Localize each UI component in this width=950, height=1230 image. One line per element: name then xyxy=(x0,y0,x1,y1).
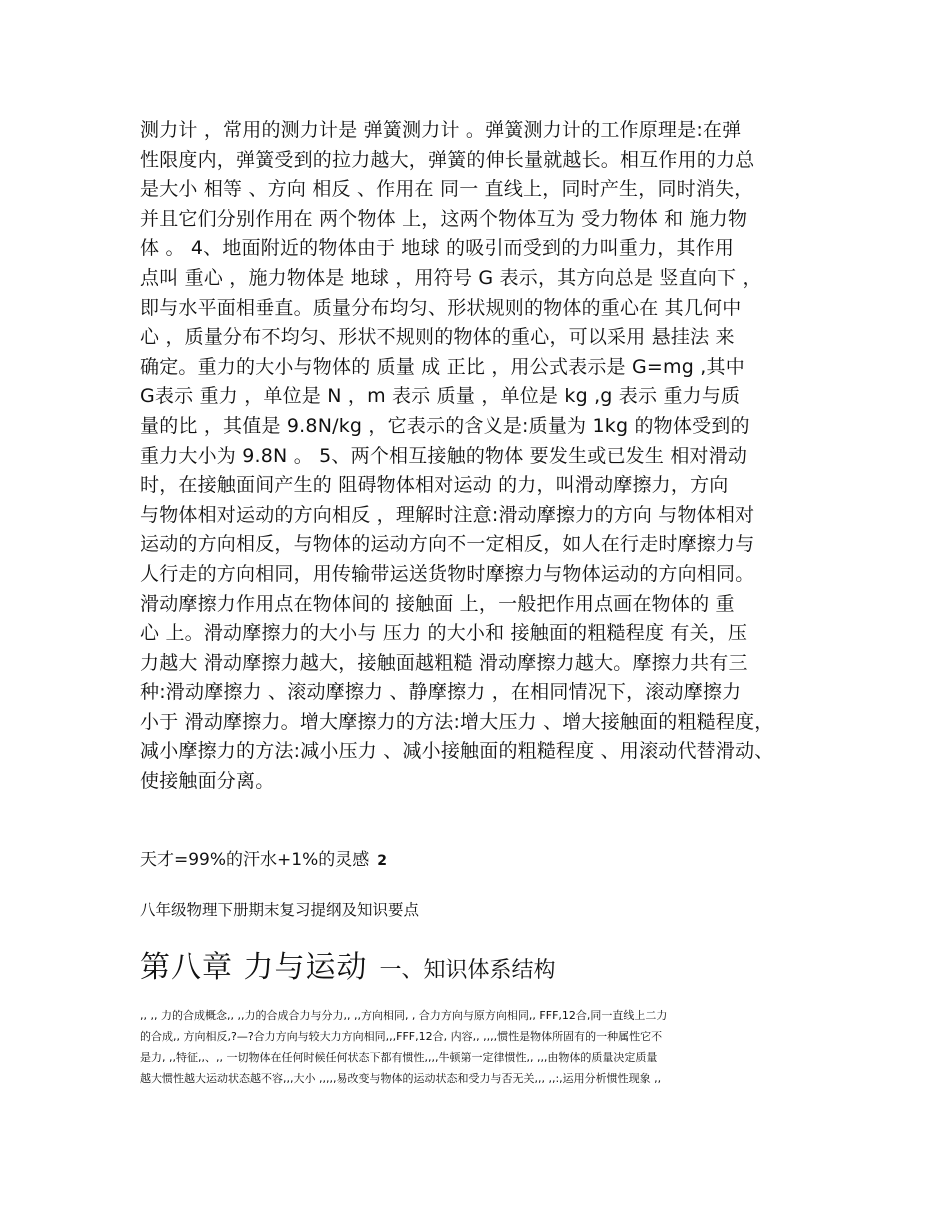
page-number: 2 xyxy=(377,853,387,869)
diagram-line: 越大惯性越大运动状态越不容,,,大小 ,,,,,易改变与物体的运动状态和受力与否无关,,, ,,:,运用分析惯性现象 ,, xyxy=(140,1072,662,1085)
body-line: 重力大小为 9.8N 。 5、两个相互接触的物体 要发生或已发生 相对滑动 xyxy=(140,444,748,467)
diagram-line: ,, ,, 力的合成概念,, ,,力的合成合力与分力,, ,,方向相同, , 合力方向与原方向相同,, FFF,12合,同一直线上二力 xyxy=(140,1009,668,1022)
chapter-heading xyxy=(140,944,556,996)
diagram-line: 的合成,, 方向相反,?—?合力方向与较大力方向相同,,,FFF,12合, 内容,, ,,,,惯性是物体所固有的一种属性它不 xyxy=(140,1030,663,1043)
knowledge-structure-text xyxy=(140,1005,840,1089)
body-line: 心 ，质量分布不均匀、形状不规则的物体的重心，可以采用 悬挂法 来 xyxy=(140,326,735,349)
body-line: 力越大 滑动摩擦力越大，接触面越粗糙 滑动摩擦力越大。摩擦力共有三 xyxy=(140,651,748,674)
body-line: 心 上。滑动摩擦力的大小与 压力 的大小和 接触面的粗糙程度 有关，压 xyxy=(140,622,748,645)
diagram-line: 是力, ,,特征,,、,, 一切物体在任何时候任何状态下都有惯性,,,,牛顿第一定律惯性,, ,,,由物体的质量决定质量 xyxy=(140,1051,658,1064)
body-line: G表示 重力 ，单位是 N ，m 表示 质量 ，单位是 kg ,g 表示 重力与质 xyxy=(140,385,741,408)
section-title: 一、知识体系结构 xyxy=(379,958,556,983)
body-line: 与物体相对运动的方向相反 ，理解时注意:滑动摩擦力的方向 与物体相对 xyxy=(140,503,755,526)
body-line: 使接触面分离。 xyxy=(140,770,275,793)
body-line: 体 。 4、地面附近的物体由于 地球 的吸引而受到的力叫重力，其作用 xyxy=(140,237,735,260)
body-line: 即与水平面相垂直。质量分布均匀、形状规则的物体的重心在 其几何中 xyxy=(140,296,742,319)
body-line: 量的比 ，其值是 9.8N/kg ，它表示的含义是:质量为 1kg 的物体受到的 xyxy=(140,414,750,437)
body-line: 运动的方向相反，与物体的运动方向不一定相反，如人在行走时摩擦力与 xyxy=(140,533,755,556)
body-line: 是大小 相等 、方向 相反 、作用在 同一 直线上，同时产生，同时消失， xyxy=(140,178,754,201)
body-line: 人行走的方向相同，用传输带运送货物时摩擦力与物体运动的方向相同。 xyxy=(140,562,755,585)
body-line: 测力计 ，常用的测力计是 弹簧测力计 。弹簧测力计的工作原理是:在弹 xyxy=(140,119,742,141)
body-line: 并且它们分别作用在 两个物体 上，这两个物体互为 受力物体 和 施力物 xyxy=(140,207,748,230)
chapter-title: 第八章 力与运动 xyxy=(140,950,368,985)
body-line: 性限度内，弹簧受到的拉力越大，弹簧的伸长量就越长。相互作用的力总 xyxy=(140,148,755,171)
body-line: 小于 滑动摩擦力。增大摩擦力的方法:增大压力 、增大接触面的粗糙程度， xyxy=(140,710,774,733)
body-text xyxy=(140,116,840,797)
document-title: 八年级物理下册期末复习提纲及知识要点 xyxy=(140,901,420,919)
body-line: 点叫 重心 ，施力物体是 地球 ，用符号 G 表示，其方向总是 竖直向下 ， xyxy=(140,266,762,289)
body-line: 种:滑动摩擦力 、滚动摩擦力 、静摩擦力 ，在相同情况下，滚动摩擦力 xyxy=(140,681,742,704)
page-footer-motto xyxy=(140,848,387,873)
body-line: 减小摩擦力的方法:减小压力 、减小接触面的粗糙程度 、用滚动代替滑动、 xyxy=(140,740,774,763)
body-line: 滑动摩擦力作用点在物体间的 接触面 上，一般把作用点画在物体的 重 xyxy=(140,592,735,615)
motto-text: 天才=99%的汗水+1%的灵感 xyxy=(140,850,370,870)
body-line: 确定。重力的大小与物体的 质量 成 正比 ，用公式表示是 G=mg ,其中 xyxy=(140,355,745,378)
body-line: 时，在接触面间产生的 阻碍物体相对运动 的力，叫滑动摩擦力，方向 xyxy=(140,474,729,497)
